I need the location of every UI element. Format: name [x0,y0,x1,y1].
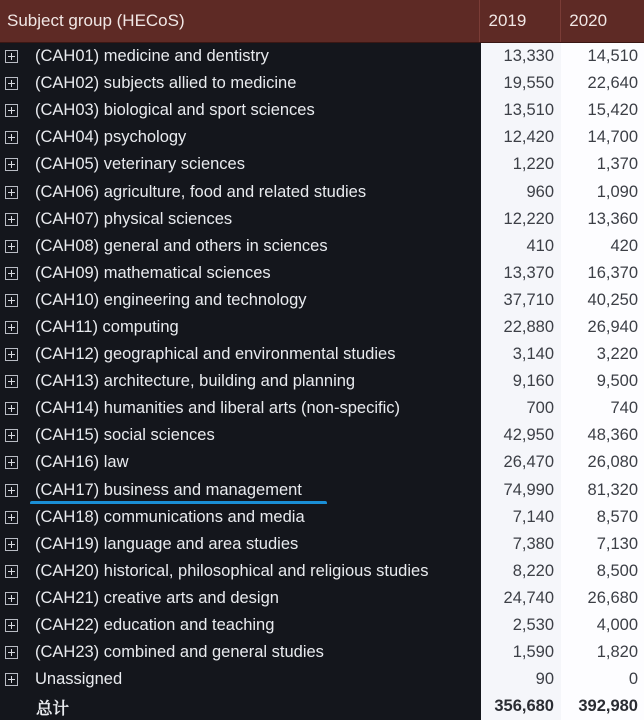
subject-label: (CAH21) creative arts and design [35,588,279,607]
subject-label: (CAH13) architecture, building and planning [35,372,356,391]
value-2019: 3,140 [481,341,561,368]
value-2020: 8,570 [561,504,644,531]
expand-plus-icon[interactable] [5,592,18,605]
value-2020: 14,700 [561,124,644,151]
expand-plus-icon[interactable] [5,50,18,63]
value-2019: 13,370 [481,260,561,287]
total-row [0,693,644,720]
subject-cell [0,124,481,151]
value-2019: 700 [481,395,561,422]
table-row[interactable] [0,151,644,178]
subject-label: (CAH06) agriculture, food and related studies [35,182,367,201]
value-2020: 13,360 [561,206,644,233]
value-2020: 9,500 [561,368,644,395]
value-2019: 12,420 [481,124,561,151]
expand-plus-icon[interactable] [5,646,18,659]
subject-cell [0,449,481,476]
subject-label: (CAH20) historical, philosophical and religious studies [35,561,429,580]
value-2020: 81,320 [561,477,644,504]
subject-cell [0,612,481,639]
expand-plus-icon[interactable] [5,158,18,171]
header-year-2019[interactable]: 2019 [488,11,527,30]
expand-plus-icon[interactable] [5,538,18,551]
subject-label: (CAH01) medicine and dentistry [35,47,269,66]
value-2019: 42,950 [481,422,561,449]
subject-cell [0,395,481,422]
value-2020: 1,820 [561,639,644,666]
expand-plus-icon[interactable] [5,267,18,280]
subject-cell [0,666,481,693]
value-2019: 1,220 [481,151,561,178]
value-2020: 3,220 [561,341,644,368]
expand-plus-icon[interactable] [5,375,18,388]
table-row[interactable] [0,70,644,97]
value-2020: 0 [561,666,644,693]
subject-cell [0,477,481,504]
value-2020: 740 [561,395,644,422]
subject-label: (CAH04) psychology [35,128,187,147]
subject-cell [0,314,481,341]
table-row[interactable] [0,666,644,693]
table-row[interactable] [0,422,644,449]
value-2019: 13,510 [481,97,561,124]
value-2019: 12,220 [481,206,561,233]
table-row[interactable] [0,368,644,395]
subject-cell [0,585,481,612]
table-row[interactable] [0,531,644,558]
value-2020: 1,370 [561,151,644,178]
table-row[interactable] [0,639,644,666]
expand-plus-icon[interactable] [5,348,18,361]
subject-cell [0,206,481,233]
value-2020: 48,360 [561,422,644,449]
table-row[interactable] [0,43,644,70]
expand-plus-icon[interactable] [5,619,18,632]
expand-plus-icon[interactable] [5,77,18,90]
subject-cell [0,178,481,205]
expand-plus-icon[interactable] [5,294,18,307]
table-row[interactable] [0,124,644,151]
table-row[interactable] [0,612,644,639]
subject-cell [0,639,481,666]
subject-label: (CAH09) mathematical sciences [35,263,271,282]
expand-plus-icon[interactable] [5,240,18,253]
value-2019: 7,140 [481,504,561,531]
value-2019: 960 [481,178,561,205]
value-2019: 2,530 [481,612,561,639]
value-2019: 37,710 [481,287,561,314]
expand-plus-icon[interactable] [5,402,18,415]
value-2019: 9,160 [481,368,561,395]
subject-cell [0,233,481,260]
table-row[interactable] [0,395,644,422]
subject-cell [0,43,481,70]
value-2019: 22,880 [481,314,561,341]
table-row[interactable] [0,206,644,233]
value-2020: 26,680 [561,585,644,612]
table-row[interactable] [0,585,644,612]
value-2019: 7,380 [481,531,561,558]
value-2019: 26,470 [481,449,561,476]
expand-plus-icon[interactable] [5,131,18,144]
subject-label: (CAH14) humanities and liberal arts (non-specific) [35,399,400,418]
subject-cell [0,260,481,287]
table-row[interactable] [0,287,644,314]
value-2019: 8,220 [481,558,561,585]
subject-label: (CAH16) law [35,453,129,472]
value-2019: 90 [481,666,561,693]
table-row[interactable] [0,260,644,287]
subject-label: (CAH12) geographical and environmental studies [35,345,396,364]
subject-label: (CAH10) engineering and technology [35,290,307,309]
subject-cell [0,504,481,531]
subject-label: (CAH02) subjects allied to medicine [35,74,297,93]
expand-plus-icon[interactable] [5,673,18,686]
value-2019: 24,740 [481,585,561,612]
value-2020: 14,510 [561,43,644,70]
value-2020: 22,640 [561,70,644,97]
subject-label: (CAH15) social sciences [35,426,215,445]
value-2019: 410 [481,233,561,260]
expand-plus-icon[interactable] [5,565,18,578]
value-2020: 1,090 [561,178,644,205]
subject-label: Unassigned [35,670,123,689]
subject-label: (CAH08) general and others in sciences [35,236,328,255]
expand-plus-icon[interactable] [5,213,18,226]
subject-label: (CAH05) veterinary sciences [35,155,245,174]
total-label: 总计 [0,693,481,720]
value-2020: 40,250 [561,287,644,314]
table-body [0,43,644,720]
subject-cell [0,341,481,368]
expand-plus-icon[interactable] [5,186,18,199]
subject-label: (CAH03) biological and sport sciences [35,101,315,120]
subject-cell [0,287,481,314]
table-row[interactable] [0,233,644,260]
value-2020: 7,130 [561,531,644,558]
value-2020: 420 [561,233,644,260]
table-row[interactable] [0,341,644,368]
expand-plus-icon[interactable] [5,429,18,442]
value-2019: 19,550 [481,70,561,97]
value-2020: 15,420 [561,97,644,124]
expand-plus-icon[interactable] [5,321,18,334]
table-row[interactable] [0,314,644,341]
expand-plus-icon[interactable] [5,456,18,469]
table-row[interactable] [0,558,644,585]
table-row[interactable] [0,449,644,476]
subject-label: (CAH11) computing [35,317,179,336]
value-2020: 26,940 [561,314,644,341]
subject-label: (CAH18) communications and media [35,507,305,526]
value-2019: 1,590 [481,639,561,666]
table-header [0,0,644,43]
subject-cell [0,368,481,395]
expand-plus-icon[interactable] [5,511,18,524]
subject-label: (CAH19) language and area studies [35,534,299,553]
table-row[interactable] [0,477,644,504]
total-2020: 392,980 [561,693,644,720]
value-2020: 16,370 [561,260,644,287]
subject-cell [0,97,481,124]
subject-cell [0,151,481,178]
value-2020: 26,080 [561,449,644,476]
expand-plus-icon[interactable] [5,104,18,117]
header-subject[interactable]: Subject group (HECoS) [7,11,185,30]
subject-cell [0,531,481,558]
subject-cell [0,70,481,97]
table-row[interactable] [0,178,644,205]
subject-cell [0,422,481,449]
value-2019: 13,330 [481,43,561,70]
total-2019: 356,680 [481,693,561,720]
table-row[interactable] [0,97,644,124]
subject-label: (CAH23) combined and general studies [35,643,324,662]
value-2020: 8,500 [561,558,644,585]
expand-plus-icon[interactable] [5,484,18,497]
subject-label: (CAH22) education and teaching [35,616,275,635]
header-year-2020[interactable]: 2020 [569,11,608,30]
subject-label: (CAH07) physical sciences [35,209,233,228]
subject-label: (CAH17) business and management [35,480,302,499]
value-2020: 4,000 [561,612,644,639]
subject-cell [0,558,481,585]
table-row[interactable] [0,504,644,531]
value-2019: 74,990 [481,477,561,504]
